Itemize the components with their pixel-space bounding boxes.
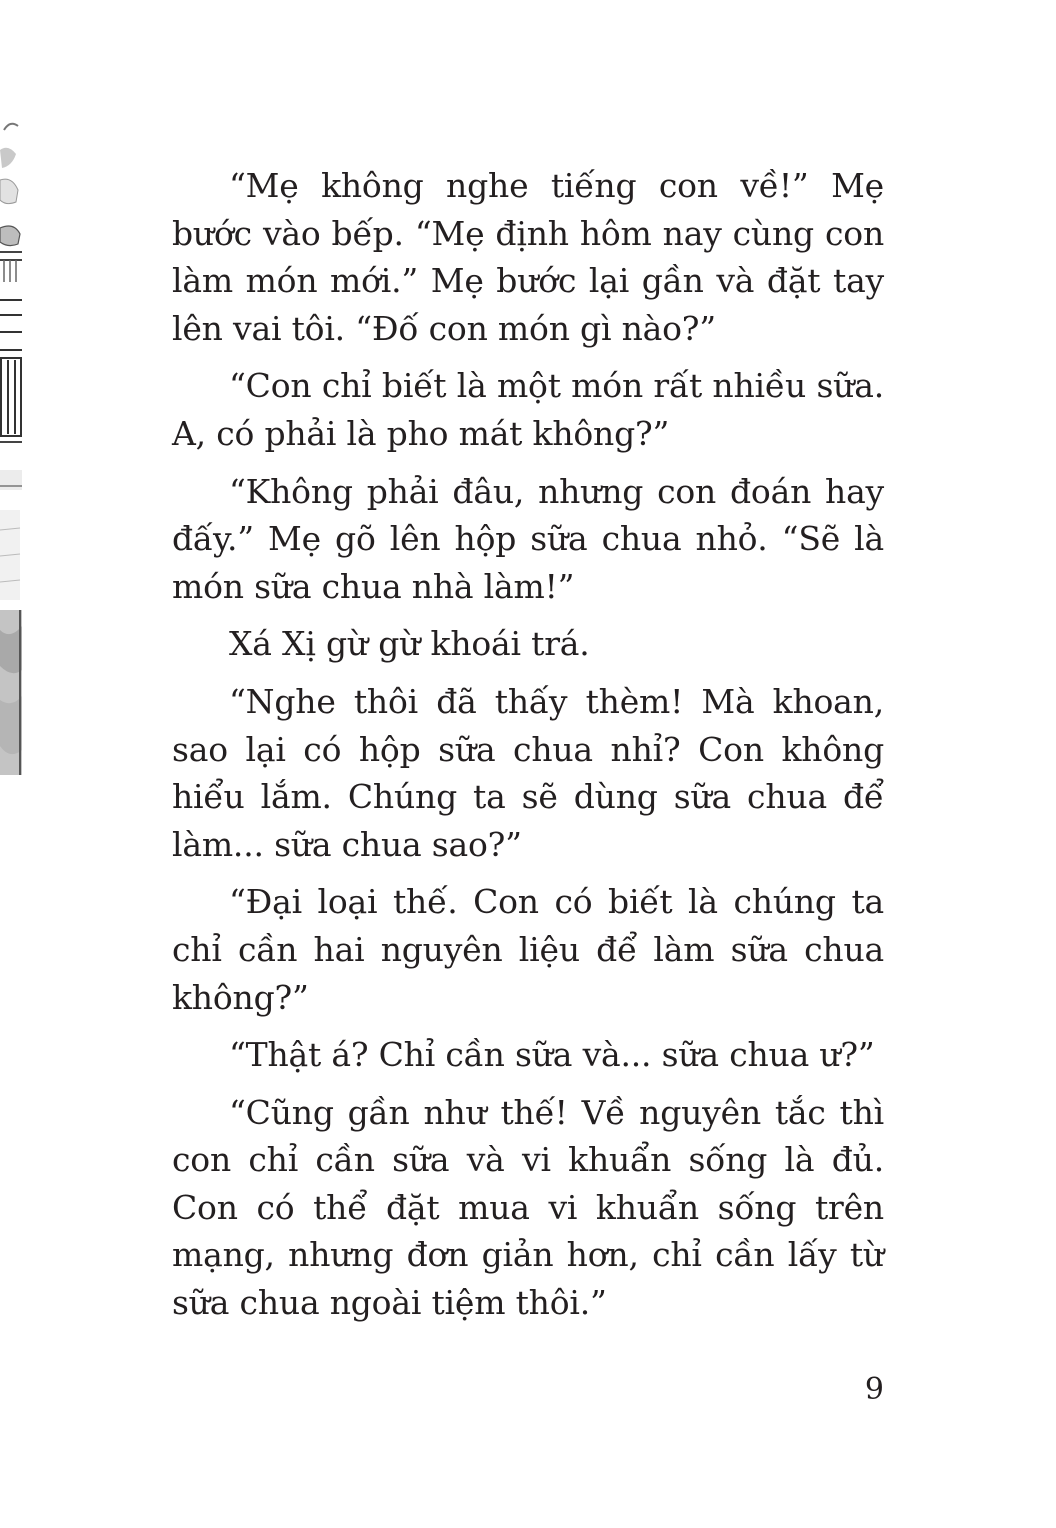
paragraph-7: “Thật á? Chỉ cần sữa và... sữa chua ư?” <box>229 1035 875 1075</box>
facing-page-illustration-edge <box>0 110 22 775</box>
paragraph-4: Xá Xị gừ gừ khoái trá. <box>229 624 590 664</box>
paragraph-8: “Cũng gần như thế! Về nguyên tắc thì con chỉ cần sữa và vi khuẩn sống là đủ. Con có thể đặt mua vi khuẩn sống trên mạng, nhưng đơn giản hơn, chỉ cần lấy từ sữa chua ngoài tiệm thôi.” <box>172 1092 884 1323</box>
paragraph-1: “Mẹ không nghe tiếng con về!” Mẹ bước vào bếp. “Mẹ định hôm nay cùng con làm món mới.” Mẹ bước lại gần và đặt tay lên vai tôi. “Đố con món gì nào?” <box>172 166 884 348</box>
paragraph-2: “Con chỉ biết là một món rất nhiều sữa. A, có phải là pho mát không?” <box>172 366 884 453</box>
paragraph-3: “Không phải đâu, nhưng con đoán hay đấy.” Mẹ gõ lên hộp sữa chua nhỏ. “Sẽ là món sữa chua nhà làm!” <box>172 471 884 606</box>
paragraph-5: “Nghe thôi đã thấy thèm! Mà khoan, sao lại có hộp sữa chua nhỉ? Con không hiểu lắm. Chúng ta sẽ dùng sữa chua để làm... sữa chua sao?” <box>172 681 884 864</box>
page-number: 9 <box>864 1372 884 1407</box>
paragraph-6: “Đại loại thế. Con có biết là chúng ta chỉ cần hai nguyên liệu để làm sữa chua không?” <box>172 882 884 1017</box>
body-text <box>172 162 884 1337</box>
